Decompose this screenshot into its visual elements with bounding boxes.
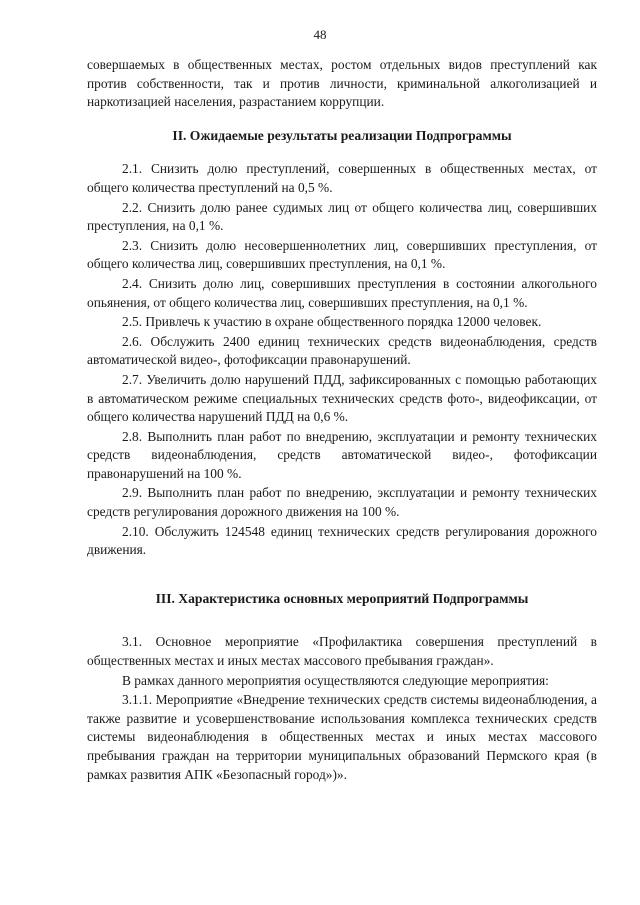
item-2-6: 2.6. Обслужить 2400 единиц технических средств видеонаблюдения, средств автоматической видео-, фотофиксации правонарушений. (87, 333, 597, 368)
item-2-1: 2.1. Снизить долю преступлений, совершенных в общественных местах, от общего количества преступлений на 0,5 %. (87, 161, 597, 195)
item-2-7: 2.7. Увеличить долю нарушений ПДД, зафиксированных с помощью работающих в автоматическом режиме специальных технических средств фото-, видеофиксации, от общего количества нарушений ПДД на 0,6 %. (87, 371, 597, 425)
item-2-9: 2.9. Выполнить план работ по внедрению, эксплуатации и ремонту технических средств регулирования дорожного движения на 100 %. (87, 485, 597, 520)
item-2-4: 2.4. Снизить долю лиц, совершивших преступления в состоянии алкогольного опьянения, от общего количества лиц, совершивших преступления, на 0,1 %. (87, 275, 597, 310)
item-2-8: 2.8. Выполнить план работ по внедрению, эксплуатации и ремонту технических средств видеонаблюдения, средств автоматической видео-, фотофиксации правонарушений на 100 %. (87, 428, 597, 481)
page-number: 48 (313, 27, 327, 42)
item-2-10: 2.10. Обслужить 124548 единиц технических средств регулирования дорожного движения. (87, 523, 597, 558)
document-body (87, 56, 597, 784)
paragraph-3-1-intro: В рамках данного мероприятия осуществляются следующие мероприятия: (122, 672, 549, 688)
item-3-1: 3.1. Основное мероприятие «Профилактика совершения преступлений в общественных местах и иных местах массового пребывания граждан». (87, 634, 597, 669)
item-3-1-1: 3.1.1. Мероприятие «Внедрение технических средств системы видеонаблюдения, а также развитие и усовершенствование использования комплекса технических средств системы видеонаблюдения в общественных местах и иных местах массового пребывания граждан на территории муниципальных образований Пермского края (в рамках развития АПК «Безопасный город»)». (87, 692, 597, 782)
item-2-3: 2.3. Снизить долю несовершеннолетних лиц, совершивших преступления, от общего количества лиц, совершивших преступления, на 0,1 %. (87, 237, 597, 272)
item-2-5: 2.5. Привлечь к участию в охране общественного порядка 12000 человек. (122, 314, 542, 330)
section-3-heading: III. Характеристика основных мероприятий Подпрограммы (155, 590, 529, 606)
intro-paragraph: совершаемых в общественных местах, ростом отдельных видов преступлений как против собственности, так и против личности, криминальной алкоголизацией и наркотизацией населения, разрастанием коррупции. (87, 57, 597, 110)
section-2-heading: II. Ожидаемые результаты реализации Подпрограммы (172, 127, 512, 143)
item-2-2: 2.2. Снизить долю ранее судимых лиц от общего количества лиц, совершивших преступления, на 0,1 %. (87, 199, 597, 234)
